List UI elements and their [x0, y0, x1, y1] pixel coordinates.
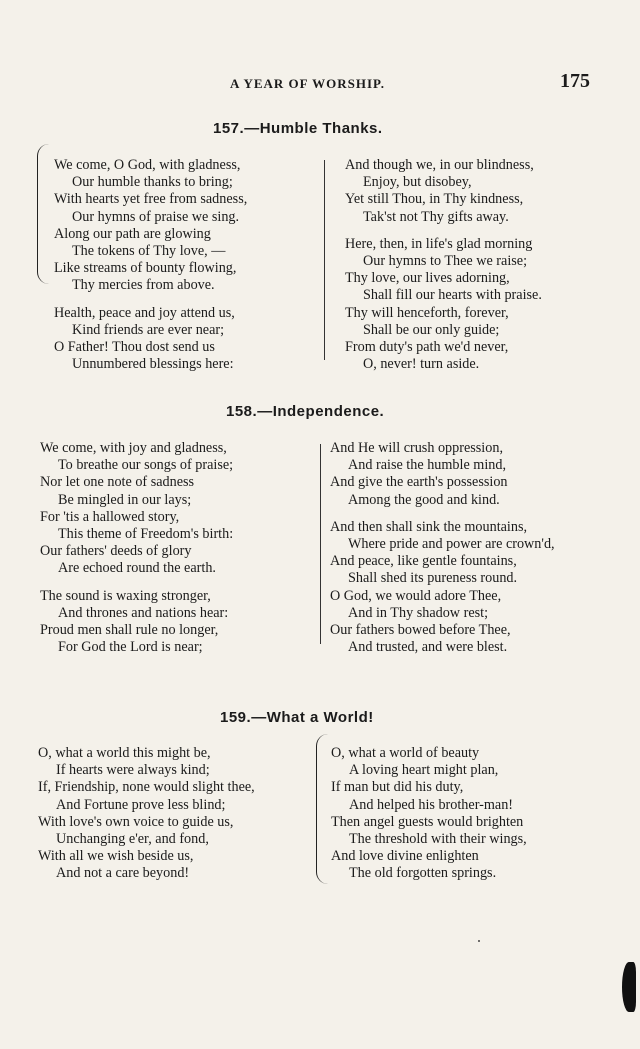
verse-line: To breathe our songs of praise; — [58, 457, 234, 474]
verse-line: Yet still Thou, in Thy kindness, — [345, 191, 524, 208]
verse-line: Then angel guests would brighten — [331, 813, 524, 830]
verse-line: Shall be our only guide; — [363, 321, 500, 338]
verse-line: And not a care beyond! — [56, 865, 190, 882]
verse-line: Our hymns of praise we sing. — [72, 208, 240, 225]
verse-line: If hearts were always kind; — [56, 762, 210, 779]
verse-line: For God the Lord is near; — [58, 639, 203, 656]
verse-line: Shall shed its pureness round. — [348, 570, 518, 587]
verse-line: O Father! Thou dost send us — [54, 339, 215, 356]
print-speck — [478, 940, 480, 942]
verse-line: If, Friendship, none would slight thee, — [38, 779, 255, 796]
verse-line: O God, we would adore Thee, — [330, 587, 502, 604]
hymn-159-right-column — [331, 745, 527, 883]
verse-line: And helped his brother-man! — [349, 796, 514, 813]
hymn-157-left-column — [54, 157, 247, 373]
verse-line: With hearts yet free from sadness, — [54, 191, 248, 208]
column-divider — [324, 160, 325, 360]
verse-line: Are echoed round the earth. — [58, 560, 216, 577]
hymn-159-left-column — [38, 745, 255, 883]
verse-line: Enjoy, but disobey, — [363, 174, 472, 191]
verse-line: And trusted, and were blest. — [348, 639, 508, 656]
verse-line: The tokens of Thy love, — — [72, 243, 226, 260]
verse-line: From duty's path we'd never, — [345, 339, 509, 356]
verse-line: O, never! turn aside. — [363, 356, 480, 373]
verse-line: This theme of Freedom's birth: — [58, 526, 234, 543]
verse-line: And give the earth's possession — [330, 474, 508, 491]
verse-line: Unnumbered blessings here: — [72, 356, 234, 373]
verse-line: Our hymns to Thee we raise; — [363, 253, 528, 270]
verse-line: Unchanging e'er, and fond, — [56, 831, 209, 848]
left-brace-mark — [37, 144, 52, 284]
verse-line: If man but did his duty, — [331, 779, 464, 796]
verse-line: Nor let one note of sadness — [40, 474, 195, 491]
verse-line: And raise the humble mind, — [348, 457, 507, 474]
verse-line: Kind friends are ever near; — [72, 321, 225, 338]
hymn-158-left-column — [40, 440, 233, 656]
verse-line: Tak'st not Thy gifts away. — [363, 208, 509, 225]
verse-line: We come, with joy and gladness, — [40, 440, 227, 456]
verse-line: Our fathers' deeds of glory — [40, 543, 192, 560]
verse-line: Thy love, our lives adorning, — [345, 270, 510, 287]
verse-line: And He will crush oppression, — [330, 440, 503, 456]
verse-line: We come, O God, with gladness, — [54, 157, 241, 173]
verse-line: A loving heart might plan, — [349, 762, 499, 779]
verse-line: And though we, in our blindness, — [345, 157, 534, 173]
verse-line: Thy will henceforth, forever, — [345, 304, 509, 321]
verse-line: Our fathers bowed before Thee, — [330, 622, 511, 639]
verse-line: O, what a world this might be, — [38, 745, 211, 761]
verse-line: Proud men shall rule no longer, — [40, 622, 219, 639]
verse-line: Shall fill our hearts with praise. — [363, 287, 542, 304]
verse-line: Like streams of bounty flowing, — [54, 260, 237, 277]
ink-blot — [622, 962, 636, 1012]
verse-line: O, what a world of beauty — [331, 745, 480, 761]
verse-line: For 'tis a hallowed story, — [40, 508, 180, 525]
running-head: A YEAR OF WORSHIP. — [230, 76, 386, 91]
verse-line: Our humble thanks to bring; — [72, 174, 233, 191]
verse-line: And then shall sink the mountains, — [330, 518, 528, 535]
verse-line: The sound is waxing stronger, — [40, 587, 211, 604]
column-divider — [320, 444, 321, 644]
verse-line: Among the good and kind. — [348, 491, 500, 508]
right-brace-mark — [316, 734, 331, 884]
page-number: 175 — [560, 70, 590, 92]
hymn-158-right-column — [330, 440, 555, 656]
verse-line: And love divine enlighten — [331, 848, 479, 865]
verse-line: Where pride and power are crown'd, — [348, 536, 555, 553]
verse-line: The threshold with their wings, — [349, 831, 527, 848]
verse-line: And in Thy shadow rest; — [348, 604, 489, 621]
hymn-title-158: 158.—Independence. — [226, 403, 385, 420]
verse-line: Be mingled in our lays; — [58, 491, 192, 508]
verse-line: And peace, like gentle fountains, — [330, 553, 517, 570]
verse-line: Along our path are glowing — [54, 225, 211, 242]
verse-line: And thrones and nations hear: — [58, 604, 229, 621]
verse-line: The old forgotten springs. — [349, 865, 497, 882]
hymn-157-right-column — [345, 157, 542, 373]
verse-line: Health, peace and joy attend us, — [54, 304, 235, 321]
verse-line: With love's own voice to guide us, — [38, 813, 234, 830]
verse-line: And Fortune prove less blind; — [56, 796, 226, 813]
hymn-title-159: 159.—What a World! — [220, 709, 374, 726]
hymn-title-157: 157.—Humble Thanks. — [213, 120, 383, 137]
verse-line: Here, then, in life's glad morning — [345, 235, 533, 252]
verse-line: With all we wish beside us, — [38, 848, 194, 865]
verse-line: Thy mercies from above. — [72, 277, 215, 294]
